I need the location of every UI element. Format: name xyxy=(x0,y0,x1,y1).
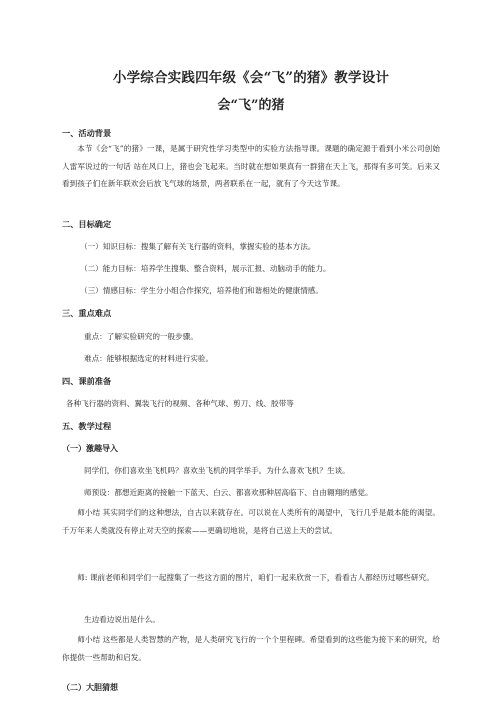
teacher-pictures-paragraph: 师: 课前老师和同学们一起搜集了一些这方面的图片，咱们一起来欣赏一下，看看古人都经历过哪些研究。 xyxy=(77,573,434,582)
subheading-guess: （二）大胆猜想 xyxy=(62,682,118,692)
goal-emotion: （三）情感目标：学生分小组合作探究，培养他们和谐相处的健康情感。 xyxy=(80,286,323,295)
section-heading-process: 五、教学过程 xyxy=(62,421,112,431)
document-subtitle: 会“飞”的猪 xyxy=(217,98,285,113)
preparation-text: 各种飞行器的资料、翼装飞行的视频、各种气球、剪刀、线、胶带等 xyxy=(66,399,294,408)
document-title: 小学综合实践四年级《会“飞”的猪》教学设计 xyxy=(112,70,390,86)
teacher-summary-2: 师小结 这些都是人类智慧的产物，是人类研究飞行的一个个里程碑。希望看到的这些能为接下来的研究，给你提供一些帮助和启发。 xyxy=(62,635,440,662)
section-heading-background: 一、活动背景 xyxy=(62,128,112,138)
section-heading-key-points: 三、重点难点 xyxy=(62,308,112,318)
subheading-intro: （一）激趣导入 xyxy=(62,443,118,453)
section-heading-goals: 二、目标确定 xyxy=(62,219,112,229)
process-line-1: 同学们，你们喜欢坐飞机吗？喜欢坐飞机的同学举手。为什么喜欢飞机？生谈。 xyxy=(84,466,350,475)
background-paragraph: 本节《会“飞”的猪》一课，是属于研究性学习类型中的实验方法指导课。课题的确定源于看到小米公司创始人雷军说过的一句话 站在风口上，猪也会飞起来。当时就在想如果真有一群猪在天上飞，那得有多可笑。后来又看到孩子们在新年联欢会后放飞气球的场景，两者联系在一起，就有了今天这节课。 xyxy=(62,144,440,188)
teacher-summary-1: 师小结 其实同学们的这种想法，自古以来就存在。可以说在人类所有的渴望中，飞行几乎是最本能的渴望。千万年来人类就没有停止对天空的探索——更确切地说，是将自己送上天的尝试。 xyxy=(62,508,440,535)
key-point: 重点：了解实验研究的一般步骤。 xyxy=(84,332,198,341)
section-heading-preparation: 四、课前准备 xyxy=(62,376,112,386)
goal-knowledge: （一）知识目标：搜集了解有关飞行器的资料，掌握实验的基本方法。 xyxy=(80,242,316,251)
goal-ability: （二）能力目标：培养学生搜集、整合资料，展示汇报、动脑动手的能力。 xyxy=(80,264,331,273)
student-line: 生边看边说出是什么。 xyxy=(84,615,160,624)
process-line-2: 师预设：都想近距离的接触一下蓝天、白云、都喜欢那种居高临下、自由翱翔的感觉。 xyxy=(84,488,373,497)
difficult-point: 难点：能够根据选定的材料进行实验。 xyxy=(84,354,214,363)
